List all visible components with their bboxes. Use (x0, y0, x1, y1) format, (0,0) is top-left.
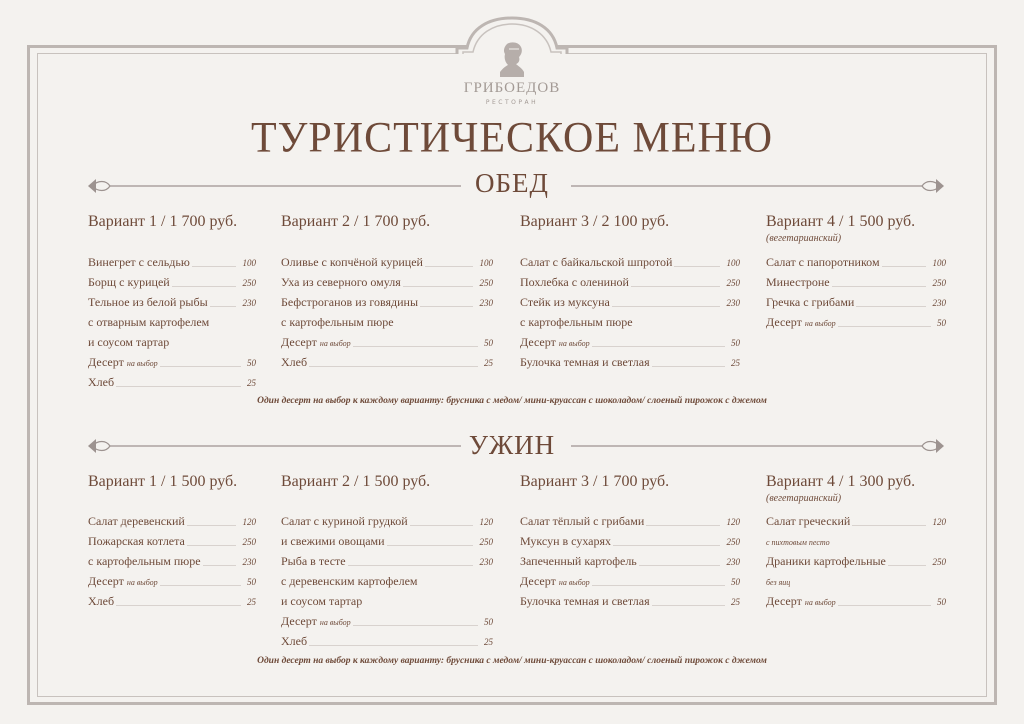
dotted-leader (116, 386, 241, 387)
dish-text (766, 534, 830, 548)
variant-title: Вариант 1 / 1 500 руб. (88, 473, 238, 490)
dotted-leader (674, 266, 720, 267)
dish-name: Хлеб (281, 634, 308, 648)
dish-weight: 250 (932, 278, 946, 288)
dish-name: Салат деревенский (88, 514, 185, 528)
dotted-leader (838, 326, 931, 327)
dish-row (281, 292, 493, 312)
dish-weight: 25 (247, 378, 256, 388)
dish-text (281, 514, 408, 528)
dish-weight: 250 (932, 557, 946, 567)
dish-name: Борщ с курицей (88, 275, 170, 289)
dish-text (520, 574, 590, 588)
dish-text (88, 554, 201, 568)
dotted-leader (882, 266, 926, 267)
dish-weight: 120 (479, 517, 493, 527)
dotted-leader (403, 286, 473, 287)
dish-weight: 250 (242, 537, 256, 547)
dish-text (281, 255, 423, 269)
dish-weight: 250 (479, 278, 493, 288)
dish-row (520, 551, 740, 571)
dish-weight: 230 (479, 298, 493, 308)
dish-text (88, 594, 114, 608)
dish-name: Гречка с грибами (766, 295, 855, 309)
dish-name: Десерт (520, 574, 556, 588)
dish-weight: 100 (932, 258, 946, 268)
dish-text (520, 594, 650, 608)
lunch-variant-3 (520, 212, 740, 369)
dotted-leader (856, 306, 926, 307)
dish-row (88, 531, 256, 551)
dish-text (281, 634, 307, 648)
dish-name: Салат с папоротником (766, 255, 880, 269)
dish-text (766, 594, 836, 608)
dotted-leader (353, 346, 478, 347)
dish-weight: 50 (484, 617, 493, 627)
dish-name: Бефстроганов из говядины (281, 295, 419, 309)
dish-weight: 50 (247, 358, 256, 368)
variant-title: Вариант 4 / 1 300 руб. (766, 473, 916, 490)
dish-row (88, 252, 256, 272)
dish-name: Салат тёплый с грибами (520, 514, 645, 528)
dish-row (520, 272, 740, 292)
dinner-variant-4 (766, 472, 946, 608)
dish-note: с пихтовым песто (766, 538, 830, 547)
dish-note: на выбор (804, 598, 836, 607)
dish-row (766, 292, 946, 312)
dotted-leader (187, 545, 236, 546)
dish-text (281, 574, 418, 588)
dotted-leader (852, 525, 926, 526)
dish-note: на выбор (126, 578, 158, 587)
dish-name: и соусом тартар (88, 335, 170, 349)
dish-row (766, 591, 946, 611)
variant-title: Вариант 2 / 1 500 руб. (281, 473, 431, 490)
variant-title: Вариант 3 / 2 100 руб. (520, 213, 670, 230)
dotted-leader (592, 585, 725, 586)
dish-row (520, 511, 740, 531)
dish-row (281, 312, 493, 332)
dish-text (281, 295, 418, 309)
dish-name: Винегрет с сельдью (88, 255, 190, 269)
dish-row (766, 511, 946, 531)
dotted-leader (203, 565, 236, 566)
dish-row (520, 571, 740, 591)
dish-row (766, 252, 946, 272)
dish-list (520, 511, 740, 611)
dotted-leader (652, 366, 725, 367)
dish-text (766, 315, 836, 329)
dish-weight: 250 (726, 278, 740, 288)
dish-list (766, 511, 946, 611)
dinner-variant-1 (88, 472, 256, 608)
dotted-leader (612, 306, 720, 307)
dotted-leader (210, 306, 236, 307)
dish-weight: 50 (247, 577, 256, 587)
dish-name: Салат с байкальской шпротой (520, 255, 673, 269)
dotted-leader (652, 605, 725, 606)
dish-row (766, 531, 946, 551)
dish-text (281, 594, 362, 608)
dish-name: Рыба в тесте (281, 554, 346, 568)
dish-text (766, 295, 854, 309)
dish-name: Булочка темная и светлая (520, 594, 650, 608)
dish-text (520, 315, 633, 329)
dinner-section-title: УЖИН (468, 430, 556, 460)
dish-text (88, 355, 158, 369)
dish-row (766, 312, 946, 332)
dish-text (88, 375, 114, 389)
dish-row (281, 531, 493, 551)
dish-text (520, 355, 650, 369)
dish-note: на выбор (804, 319, 836, 328)
dish-weight: 120 (932, 517, 946, 527)
dish-row (520, 531, 740, 551)
dish-name: с картофельным пюре (88, 554, 201, 568)
dish-name: Минестроне (766, 275, 830, 289)
dish-row (281, 551, 493, 571)
dotted-leader (410, 525, 473, 526)
variant-note: (вегетарианский) (766, 493, 842, 504)
dinner-variant-3 (520, 472, 740, 608)
dish-text (88, 255, 190, 269)
dish-text (281, 554, 346, 568)
dotted-leader (592, 346, 725, 347)
dish-text (766, 574, 790, 588)
dish-name: Запеченный картофель (520, 554, 637, 568)
dotted-leader (116, 605, 241, 606)
dish-text (88, 574, 158, 588)
dish-row (88, 571, 256, 591)
dish-text (281, 355, 307, 369)
dish-name: Десерт (281, 614, 317, 628)
dish-weight: 250 (242, 278, 256, 288)
dish-text (766, 255, 880, 269)
dish-text (88, 315, 209, 329)
dish-row (281, 332, 493, 352)
dish-note: без яиц (766, 578, 791, 587)
dish-row (88, 272, 256, 292)
dish-name: Оливье с копчёной курицей (281, 255, 423, 269)
dish-list (88, 252, 256, 392)
dish-row (88, 551, 256, 571)
variant-title: Вариант 1 / 1 700 руб. (88, 213, 238, 230)
lunch-variant-4 (766, 212, 946, 329)
dish-row (520, 591, 740, 611)
dotted-leader (353, 625, 478, 626)
dish-name: Хлеб (88, 375, 115, 389)
dish-weight: 120 (726, 517, 740, 527)
dish-weight: 50 (484, 338, 493, 348)
dish-weight: 50 (937, 597, 946, 607)
dish-note: на выбор (319, 339, 351, 348)
dish-name: Десерт (88, 574, 124, 588)
dish-row (766, 551, 946, 571)
dish-text (520, 255, 672, 269)
dish-list (88, 511, 256, 611)
dotted-leader (832, 286, 926, 287)
dish-weight: 25 (731, 358, 740, 368)
dish-name: Десерт (766, 315, 802, 329)
dish-name: Пожарская котлета (88, 534, 185, 548)
dish-name: Булочка темная и светлая (520, 355, 650, 369)
dish-list (520, 252, 740, 372)
dish-row (520, 292, 740, 312)
dish-text (88, 534, 185, 548)
dotted-leader (888, 565, 926, 566)
dotted-leader (160, 366, 241, 367)
dish-name: Уха из северного омуля (281, 275, 401, 289)
dish-row (281, 352, 493, 372)
dish-row (520, 352, 740, 372)
dotted-leader (425, 266, 473, 267)
brand-subtitle: РЕСТОРАН (485, 99, 539, 106)
dish-row (281, 571, 493, 591)
dotted-leader (187, 525, 236, 526)
dish-weight: 25 (731, 597, 740, 607)
dish-name: Салат греческий (766, 514, 851, 528)
dish-text (766, 514, 850, 528)
dish-name: с отварным картофелем (88, 315, 210, 329)
dish-text (88, 275, 170, 289)
dish-text (520, 534, 611, 548)
dish-row (88, 372, 256, 392)
dish-row (88, 511, 256, 531)
page-title: ТУРИСТИЧЕСКОЕ МЕНЮ (251, 114, 773, 162)
dish-text (281, 534, 385, 548)
dish-text (520, 275, 629, 289)
dotted-leader (838, 605, 931, 606)
dish-note: на выбор (319, 618, 351, 627)
dish-weight: 100 (242, 258, 256, 268)
dish-weight: 25 (247, 597, 256, 607)
dish-text (281, 275, 401, 289)
dish-text (520, 514, 644, 528)
dish-row (281, 631, 493, 651)
dotted-leader (639, 565, 720, 566)
dish-weight: 50 (731, 577, 740, 587)
dish-row (766, 272, 946, 292)
dish-weight: 230 (726, 557, 740, 567)
dish-row (88, 591, 256, 611)
dish-weight: 230 (726, 298, 740, 308)
dish-text (520, 554, 637, 568)
dotted-leader (387, 545, 473, 546)
dish-weight: 230 (242, 557, 256, 567)
dish-text (520, 295, 610, 309)
dish-list (281, 511, 493, 651)
dish-text (88, 295, 208, 309)
dish-text (281, 315, 394, 329)
dish-weight: 50 (937, 318, 946, 328)
dish-weight: 100 (726, 258, 740, 268)
dish-weight: 120 (242, 517, 256, 527)
dish-row (88, 312, 256, 332)
dotted-leader (631, 286, 720, 287)
dish-name: и свежими овощами (281, 534, 385, 548)
dish-name: Десерт (88, 355, 124, 369)
dish-weight: 100 (479, 258, 493, 268)
dotted-leader (646, 525, 720, 526)
dish-weight: 230 (242, 298, 256, 308)
dish-row (281, 272, 493, 292)
variant-title: Вариант 4 / 1 500 руб. (766, 213, 916, 230)
dish-row (520, 332, 740, 352)
dish-name: Десерт (281, 335, 317, 349)
dinner-variant-2 (281, 472, 493, 648)
dish-name: Стейк из муксуна (520, 295, 610, 309)
dotted-leader (172, 286, 236, 287)
dish-name: и соусом тартар (281, 594, 363, 608)
dish-row (281, 591, 493, 611)
dish-row (88, 332, 256, 352)
dish-name: Тельное из белой рыбы (88, 295, 208, 309)
dish-name: Салат с куриной грудкой (281, 514, 408, 528)
dish-row (281, 252, 493, 272)
dish-row (520, 312, 740, 332)
dish-text (88, 514, 185, 528)
dish-weight: 230 (932, 298, 946, 308)
brand-name: ГРИБОЕДОВ (463, 80, 561, 96)
dish-name: Драники картофельные (766, 554, 886, 568)
dish-list (281, 252, 493, 372)
dish-name: Хлеб (88, 594, 115, 608)
dotted-leader (613, 545, 720, 546)
griboedov-portrait-icon (497, 40, 527, 78)
dish-weight: 25 (484, 637, 493, 647)
dish-weight: 250 (479, 537, 493, 547)
dotted-leader (348, 565, 473, 566)
dotted-leader (420, 306, 473, 307)
dish-row (766, 571, 946, 591)
dish-name: Хлеб (281, 355, 308, 369)
lunch-variant-1 (88, 212, 256, 389)
dish-row (281, 511, 493, 531)
dish-text (766, 275, 830, 289)
dish-name: Похлебка с олениной (520, 275, 629, 289)
dish-note: на выбор (558, 339, 590, 348)
dotted-leader (309, 645, 478, 646)
dinner-footnote: Один десерт на выбор к каждому варианту: брусника с медом/ мини-круассан с шоколадом/ слоеный пирожок с джемом (257, 656, 767, 666)
dish-note: на выбор (126, 359, 158, 368)
dish-text (281, 614, 351, 628)
dish-name: Муксун в сухарях (520, 534, 612, 548)
dish-row (520, 252, 740, 272)
lunch-variant-2 (281, 212, 493, 369)
lunch-footnote: Один десерт на выбор к каждому варианту: брусника с медом/ мини-круассан с шоколадом/ слоеный пирожок с джемом (257, 396, 767, 406)
variant-title: Вариант 3 / 1 700 руб. (520, 473, 670, 490)
variant-note: (вегетарианский) (766, 233, 842, 244)
dotted-leader (309, 366, 478, 367)
dotted-leader (160, 585, 241, 586)
dish-row (88, 292, 256, 312)
dish-row (281, 611, 493, 631)
dish-name: Десерт (520, 335, 556, 349)
dish-weight: 250 (726, 537, 740, 547)
dish-name: Десерт (766, 594, 802, 608)
dish-note: на выбор (558, 578, 590, 587)
dish-name: с картофельным пюре (520, 315, 633, 329)
dish-list (766, 252, 946, 332)
dish-name: с деревенским картофелем (281, 574, 418, 588)
lunch-section-title: ОБЕД (475, 168, 549, 198)
dish-text (766, 554, 886, 568)
dish-text (520, 335, 590, 349)
dish-row (88, 352, 256, 372)
dish-text (88, 335, 169, 349)
dish-weight: 25 (484, 358, 493, 368)
dish-text (281, 335, 351, 349)
dish-weight: 230 (479, 557, 493, 567)
dish-name: с картофельным пюре (281, 315, 394, 329)
dish-weight: 50 (731, 338, 740, 348)
dotted-leader (192, 266, 236, 267)
variant-title: Вариант 2 / 1 700 руб. (281, 213, 431, 230)
